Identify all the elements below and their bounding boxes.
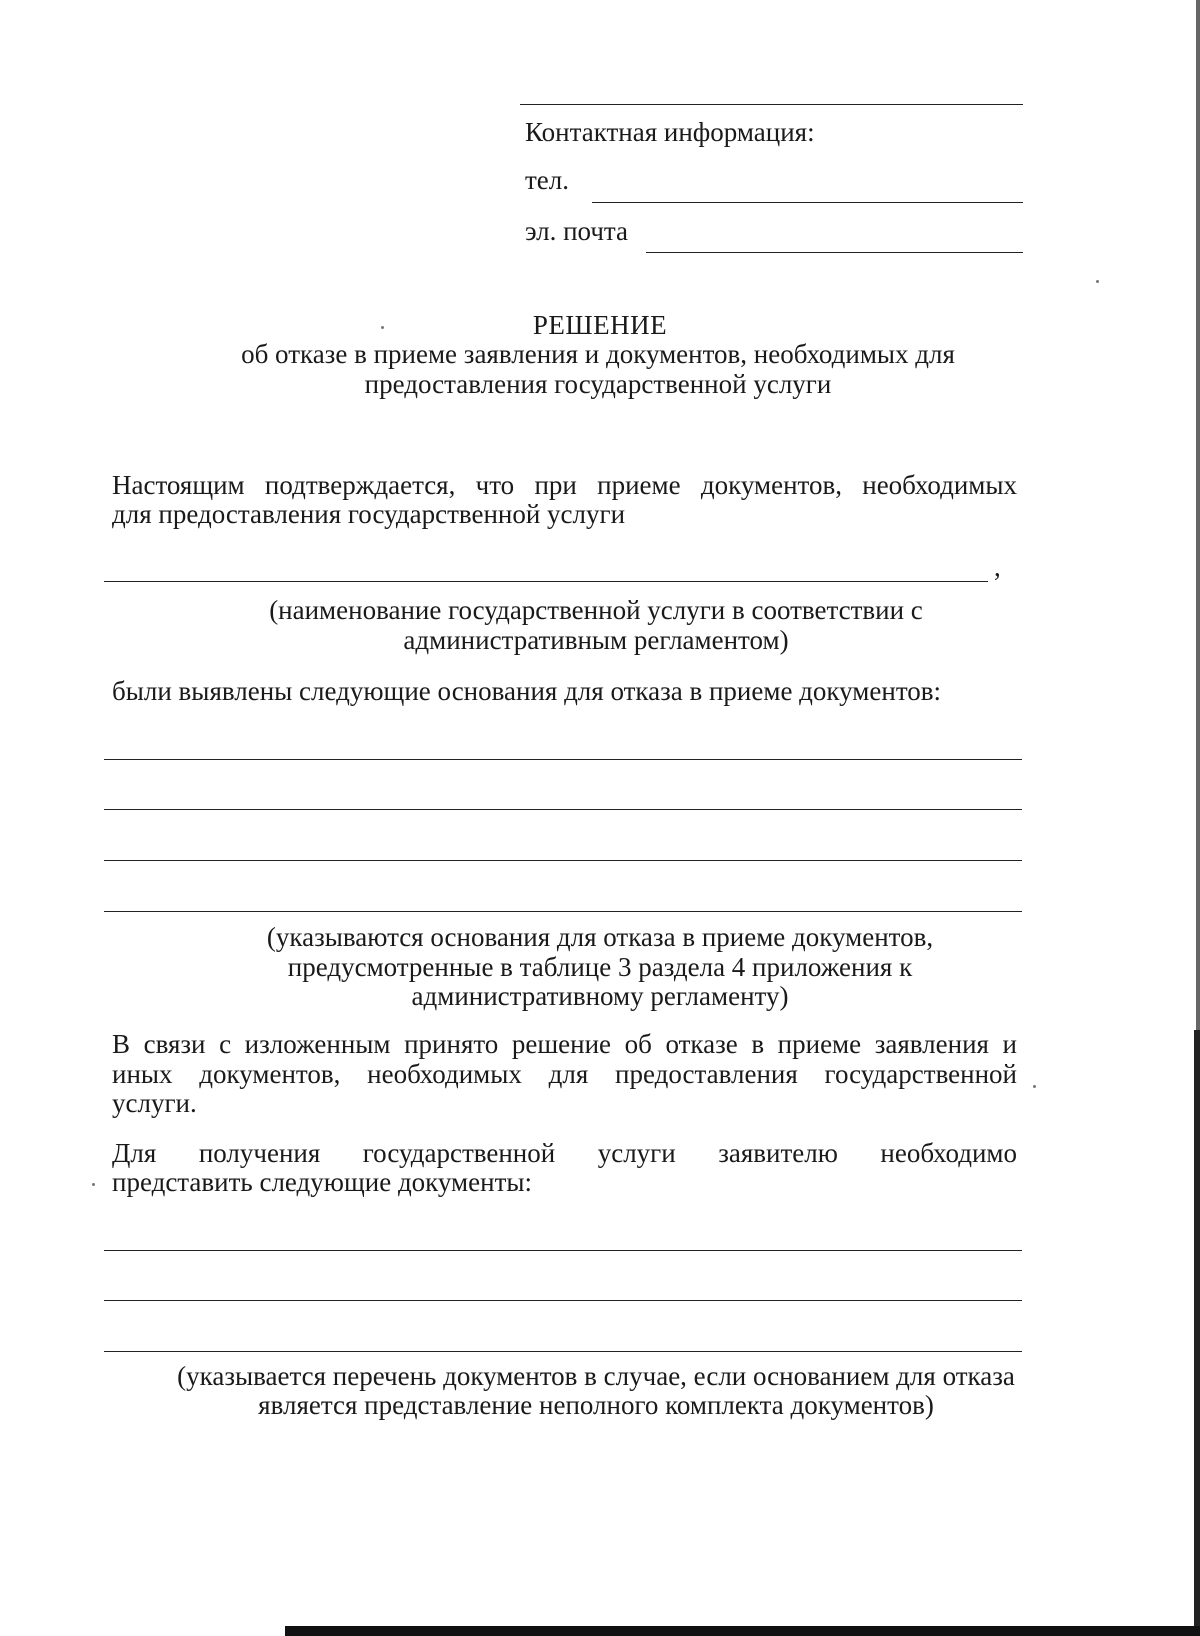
phone-field-line[interactable] <box>592 202 1023 203</box>
contact-heading: Контактная информация: <box>525 117 815 147</box>
document-subtitle-line2: предоставления государственной услуги <box>364 369 832 399</box>
grounds-field-line-4[interactable] <box>104 911 1022 912</box>
decision-line3: услуги. <box>112 1088 197 1118</box>
intro-line1: Настоящим подтверждается, что при приеме документов, необходимых <box>112 470 1017 500</box>
scan-speck <box>1096 280 1099 283</box>
decision-line1: В связи с изложенным принято решение об отказе в приеме заявления и <box>112 1029 1017 1059</box>
docs-field-line-2[interactable] <box>104 1300 1022 1301</box>
decision-line2: иных документов, необходимых для предоставления государственной <box>112 1059 1017 1089</box>
document-subtitle-line1: об отказе в приеме заявления и документов, необходимых для <box>241 339 955 369</box>
grounds-field-line-3[interactable] <box>104 860 1022 861</box>
intro-line2: для предоставления государственной услуги <box>112 499 626 529</box>
grounds-hint-line1: (указываются основания для отказа в приеме документов, <box>266 922 934 952</box>
docs-hint-line1: (указывается перечень документов в случае, если основанием для отказа <box>177 1361 1015 1391</box>
docs-field-line-3[interactable] <box>104 1351 1022 1352</box>
grounds-field-line-2[interactable] <box>104 809 1022 810</box>
grounds-field-line-1[interactable] <box>104 759 1022 760</box>
recipient-line <box>520 104 1023 105</box>
service-hint-line2: административным регламентом) <box>403 625 789 655</box>
email-label: эл. почта <box>525 216 629 246</box>
phone-label: тел. <box>525 165 570 195</box>
required-docs-line1: Для получения государственной услуги заявителю необходимо <box>112 1138 1017 1168</box>
grounds-hint-line3: административному регламенту) <box>411 981 789 1011</box>
scan-speck <box>92 1183 95 1186</box>
document-title: РЕШЕНИЕ <box>532 310 668 340</box>
scan-speck <box>381 326 384 329</box>
scan-edge-bottom <box>285 1626 1200 1636</box>
service-hint-line1: (наименование государственной услуги в соответствии с <box>269 595 923 625</box>
grounds-intro: были выявлены следующие основания для отказа в приеме документов: <box>112 676 942 706</box>
docs-field-line-1[interactable] <box>104 1250 1022 1251</box>
docs-hint-line2: является представление неполного комплекта документов) <box>258 1390 934 1420</box>
scan-speck <box>1033 1085 1036 1088</box>
service-name-comma: , <box>994 552 1001 582</box>
grounds-hint-line2: предусмотренные в таблице 3 раздела 4 приложения к <box>287 952 913 982</box>
service-name-field-line[interactable] <box>104 581 988 582</box>
scan-edge-right-dark <box>1194 1030 1200 1636</box>
email-field-line[interactable] <box>646 252 1023 253</box>
required-docs-line2: представить следующие документы: <box>112 1167 533 1197</box>
